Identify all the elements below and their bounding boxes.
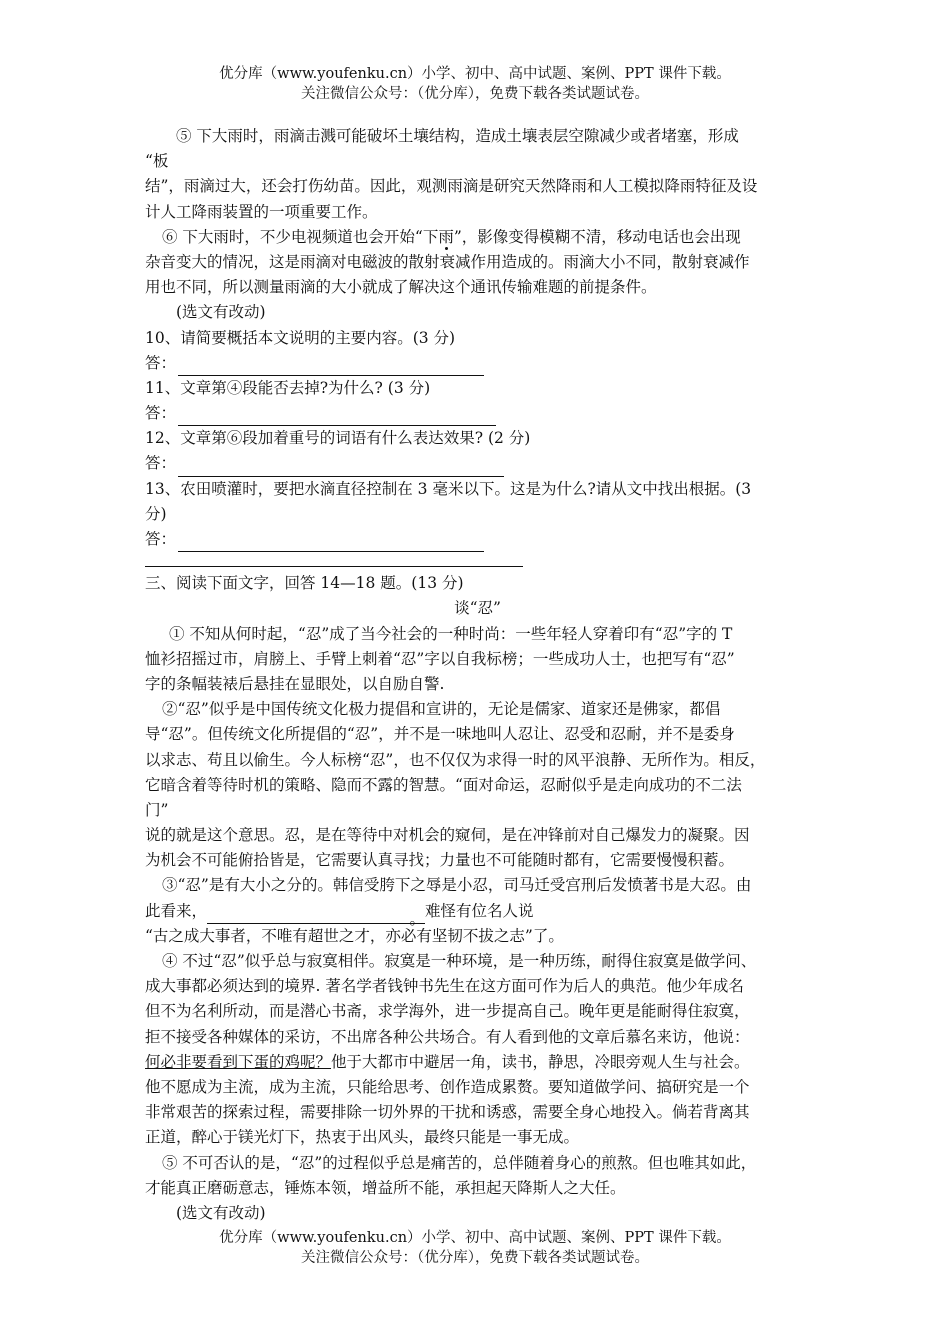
answer-row [145,527,810,552]
document-body [145,124,810,1226]
underlined-sentence: 何必非要看到下蛋的鸡呢？ [145,1052,332,1071]
answer-row [145,451,810,476]
p5-line: 才能真正磨砺意志，锤炼本领，增益所不能，承担起天降斯人之大任。 [145,1178,626,1197]
answer-row [145,351,810,376]
p3-text: 此看来， [145,901,208,920]
p4-line: ④ 不过“忍”似乎总与寂寞相伴。寂寞是一种环境，是一种历练，耐得住寂寞是做学问、 [162,952,757,970]
question-11: 11、文章第④段能否去掉?为什么? (3 分) [145,378,431,397]
para5-line: ⑤ 下大雨时，雨滴击溅可能破坏土壤结构，造成土壤表层空隙减少或者堵塞，形成 [176,127,739,145]
para5-line: 计人工降雨装置的一项重要工作。 [145,202,378,221]
fill-in-blank[interactable] [207,907,426,928]
question-13: 13、农田喷灌时，要把水滴直径控制在 3 毫米以下。这是为什么?请从文中找出根据。(3 [145,479,752,498]
para6-line: 用也不同，所以测量雨滴的大小就成了解决这个通讯传输难题的前提条件。 [145,278,657,297]
p4-line: 拒不接受各种媒体的采访，不出席各种公共场合。有人看到他的文章后慕名来访，他说： [145,1027,750,1046]
p4-line: 他不愿成为主流，成为主流，只能给思考、创作造成累赘。要知道做学问、搞研究是一个 [145,1077,750,1096]
para6-text: ”，影像变得模糊不清，移动电话也会出现 [453,227,741,246]
p2-line: 导“忍”。但传统文化所提倡的“忍”，并不是一味地叫人忍让、忍受和忍耐，并不是委身 [145,725,735,744]
question-12: 12、文章第⑥段加着重号的词语有什么表达效果? (2 分) [145,429,531,448]
para5-line: 结”，雨滴过大，还会打伤幼苗。因此，观测雨滴是研究天然降雨和人工模拟降雨特征及设 [145,177,758,196]
article-title: 谈“忍” [454,599,501,618]
footer-line-1: 优分库（www.youfenku.cn）小学、初中、高中试题、案例、PPT 课件下载。 [219,1230,731,1246]
answer-label: 答： [145,530,177,548]
para6-line: 杂音变大的情况，这是雨滴对电磁波的散射衰减作用造成的。雨滴大小不同，散射衰减作 [145,252,750,271]
p2-line: 门” [145,800,169,819]
header-line-1: 优分库（www.youfenku.cn）小学、初中、高中试题、案例、PPT 课件下载。 [219,66,731,82]
p1-line: 字的条幅装裱后悬挂在显眼处，以自励自警. [145,674,445,693]
question-10: 10、请简要概括本文说明的主要内容。(3 分) [145,328,456,347]
header-line-2: 关注微信公众号：（优分库），免费下载各类试题试卷。 [301,86,649,102]
p2-line: ②“忍”似乎是中国传统文化极力提倡和宣讲的，无论是儒家、道家还是佛家，都倡 [162,700,721,719]
p4-line: 非常艰苦的探索过程，需要排除一切外界的干扰和诱惑，需要全身心地投入。倘若背离其 [145,1103,750,1122]
p3-line [145,899,810,928]
p4-line: 但不为名利所动，而是潜心书斋，求学海外，进一步提高自己。晚年更是能耐得住寂寞， [145,1002,750,1021]
p2-line: 说的就是这个意思。忍，是在等待中对机会的窥伺，是在冲锋前对自己爆发力的凝聚。因 [145,826,750,845]
para6-line [145,225,810,250]
p3-line: “古之成大事者，不唯有超世之才，亦必有坚韧不拔之志”了。 [145,926,564,945]
answer-line[interactable] [178,535,484,552]
footer-line-2: 关注微信公众号：（优分库），免费下载各类试题试卷。 [301,1250,649,1266]
p2-line: 为机会不可能俯拾皆是，它需要认真寻找；力量也不可能随时都有，它需要慢慢积蓄。 [145,851,735,870]
answer-label: 答： [145,353,177,372]
para5-line: “板 [145,152,169,171]
p2-line: 以求志、苟且以偷生。今人标榜“忍”，也不仅仅为求得一时的风平浪静、无所作为。相反， [145,750,766,769]
p3-line: ③“忍”是有大小之分的。韩信受胯下之辱是小忍，司马迁受宫刑后发愤著书是大忍。由 [162,876,752,895]
answer-line[interactable] [178,359,484,376]
emphasis-dotted-word: 雨 [438,227,454,246]
page-header [0,64,950,104]
section-heading: 三、阅读下面文字，回答 14—18 题。(13 分) [145,574,464,593]
p4-line [145,1050,810,1075]
page-footer [0,1228,950,1268]
p1-line: 恤衫招摇过市，肩膀上、手臂上刺着“忍”字以自我标榜；一些成功人士，也把写有“忍” [145,649,735,668]
p4-text: 他于大都市中避居一角，读书，静思，冷眼旁观人生与社会。 [331,1052,750,1071]
source-note: (选文有改动) [176,303,266,322]
p1-line: ① 不知从何时起，“忍”成了当今社会的一种时尚：一些年轻人穿着印有“忍”字的 T [169,624,733,643]
answer-line[interactable] [178,409,496,426]
p3-text: 难怪有位名人说 [425,901,534,920]
p5-line: ⑤ 不可否认的是，“忍”的过程似乎总是痛苦的，总伴随着身心的煎熬。但也唯其如此， [162,1153,757,1172]
section-divider [145,552,523,567]
p2-line: 它暗含着等待时机的策略、隐而不露的智慧。“面对命运，忍耐似乎是走向成功的不二法 [145,775,742,794]
answer-label: 答： [145,454,177,473]
answer-line[interactable] [178,460,504,477]
p4-line: 成大事都必须达到的境界. 著名学者钱钟书先生在这方面可作为后人的典范。他少年成名 [145,977,744,996]
source-note: (选文有改动) [176,1203,266,1222]
answer-label: 答： [145,404,177,423]
blank-end-mark: 。 [409,909,426,928]
question-13-cont: 分) [145,504,167,523]
p4-line: 正道，醉心于镁光灯下，热衷于出风头，最终只能是一事无成。 [145,1128,580,1147]
para6-text: ⑥ 下大雨时，不少电视频道也会开始“下 [162,227,439,246]
answer-row [145,401,810,426]
